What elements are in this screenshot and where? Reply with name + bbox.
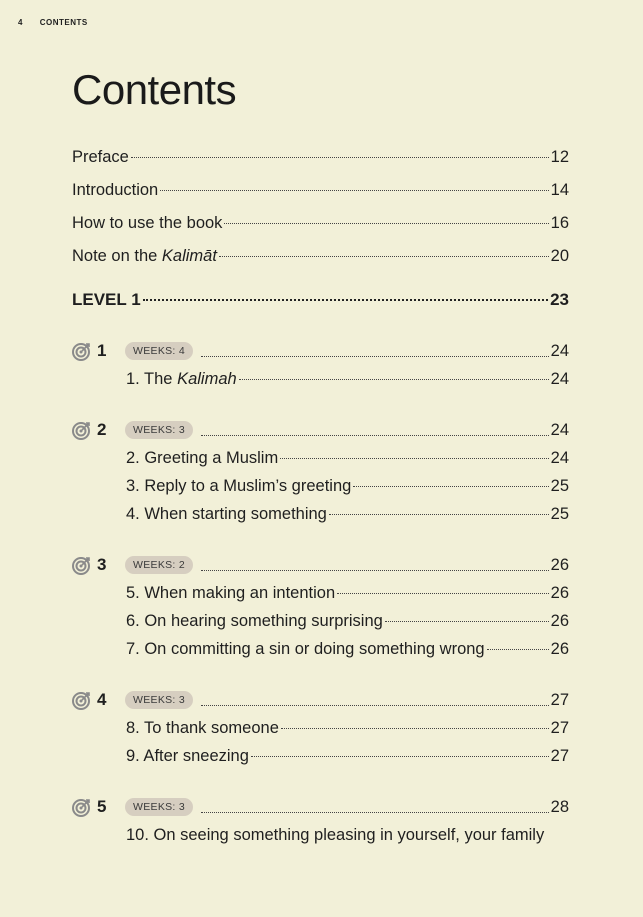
toc-entry-label-italic: Kalimah [177,370,237,388]
target-icon [72,797,92,817]
weeks-badge: WEEKS: 4 [125,342,193,360]
leader-dots [160,179,548,191]
toc-entry[interactable] [126,447,569,469]
leader-dots [201,345,549,357]
toc-entry-label-italic: Kalimāt [161,247,217,265]
leader-dots [143,289,548,301]
unit-number: 2 [97,420,107,439]
toc-entry-label: Introduction [72,181,159,199]
toc-entry-label: 8. To thank someone [126,719,279,737]
unit-header[interactable] [72,340,569,362]
weeks-badge: WEEKS: 3 [125,421,193,439]
leader-dots [239,368,549,380]
toc-entry-label: 3. Reply to a Muslim’s greeting [126,477,352,495]
toc-entry[interactable] [126,582,569,604]
toc-entry-page: 20 [550,247,569,265]
toc-entry-page: 26 [550,612,569,630]
unit-header[interactable] [72,796,569,818]
unit-entries [126,447,569,525]
toc-entry[interactable] [126,610,569,632]
leader-dots [385,610,549,622]
unit-header[interactable] [72,419,569,441]
unit-5 [72,796,569,846]
toc-entry-label: Preface [72,148,129,166]
unit-entries [126,824,569,846]
toc-entry-label: 6. On hearing something surprising [126,612,383,630]
leader-dots [353,475,548,487]
leader-dots [251,745,549,757]
toc-entry-page: 26 [550,584,569,602]
running-head-page-number: 4 [18,18,23,27]
toc-entry[interactable] [126,503,569,525]
unit-entries [126,582,569,660]
page-title: Contents [72,66,237,113]
leader-dots [219,245,549,257]
toc-entry[interactable] [126,717,569,739]
level-page: 23 [550,290,569,309]
toc-entry-page: 24 [550,370,569,388]
unit-entries [126,368,569,390]
leader-dots [131,146,549,158]
toc-entry-preface[interactable] [72,146,569,168]
target-icon [72,690,92,710]
toc-entry-note-on-kalimat[interactable] [72,245,569,267]
toc-entry-label: 10. On seeing something pleasing in yourself, your family [126,826,545,844]
toc-entry-label-plain: 1. The [126,370,178,388]
toc-entry-label [126,368,237,390]
unit-number: 4 [97,690,107,709]
toc-entry-how-to-use[interactable] [72,212,569,234]
leader-dots [329,503,549,515]
unit-4 [72,689,569,767]
level-label: LEVEL 1 [72,290,141,309]
unit-number: 3 [97,555,107,574]
running-head [18,18,88,27]
toc-entry-label: 4. When starting something [126,505,327,523]
unit-header[interactable] [72,554,569,576]
toc-entry-page: 26 [550,640,569,658]
toc-entry-page: 12 [550,148,569,166]
table-of-contents [72,146,569,846]
target-icon [72,341,92,361]
toc-entry[interactable] [126,638,569,660]
unit-number: 5 [97,797,107,816]
weeks-badge: WEEKS: 2 [125,556,193,574]
toc-entry-page: 16 [550,214,569,232]
unit-page: 27 [550,690,569,709]
toc-level-1[interactable] [72,289,569,311]
unit-page: 28 [550,797,569,816]
toc-entry-label-plain: Note on the [72,247,162,265]
toc-entry-page: 27 [550,719,569,737]
toc-entry[interactable] [126,745,569,767]
leader-dots [280,447,548,459]
toc-entry-page: 27 [550,747,569,765]
unit-entries [126,717,569,767]
weeks-badge: WEEKS: 3 [125,691,193,709]
unit-page: 24 [550,420,569,439]
leader-dots [201,424,549,436]
toc-entry-page: 14 [550,181,569,199]
toc-entry-label: 9. After sneezing [126,747,249,765]
running-head-section: CONTENTS [39,18,88,27]
toc-entry-page: 25 [550,505,569,523]
toc-entry[interactable] [126,368,569,390]
unit-number: 1 [97,341,107,360]
leader-dots [201,559,549,571]
leader-dots [487,638,549,650]
unit-header[interactable] [72,689,569,711]
toc-entry-label: How to use the book [72,214,223,232]
front-matter-list [72,146,569,267]
leader-dots [201,694,549,706]
weeks-badge: WEEKS: 3 [125,798,193,816]
toc-entry-page: 25 [550,477,569,495]
target-icon [72,555,92,575]
unit-page: 24 [550,341,569,360]
toc-entry[interactable] [126,475,569,497]
toc-entry-label: 5. When making an intention [126,584,336,602]
toc-entry[interactable] [126,824,569,846]
target-icon [72,420,92,440]
unit-3 [72,554,569,660]
toc-entry-label: 2. Greeting a Muslim [126,449,279,467]
leader-dots [281,717,549,729]
leader-dots [201,801,549,813]
toc-entry-page: 24 [550,449,569,467]
toc-entry-label: 7. On committing a sin or doing something wrong [126,640,485,658]
leader-dots [224,212,548,224]
unit-1 [72,340,569,390]
unit-page: 26 [550,555,569,574]
toc-entry-label [72,245,217,267]
leader-dots [337,582,549,594]
toc-entry-introduction[interactable] [72,179,569,201]
unit-2 [72,419,569,525]
